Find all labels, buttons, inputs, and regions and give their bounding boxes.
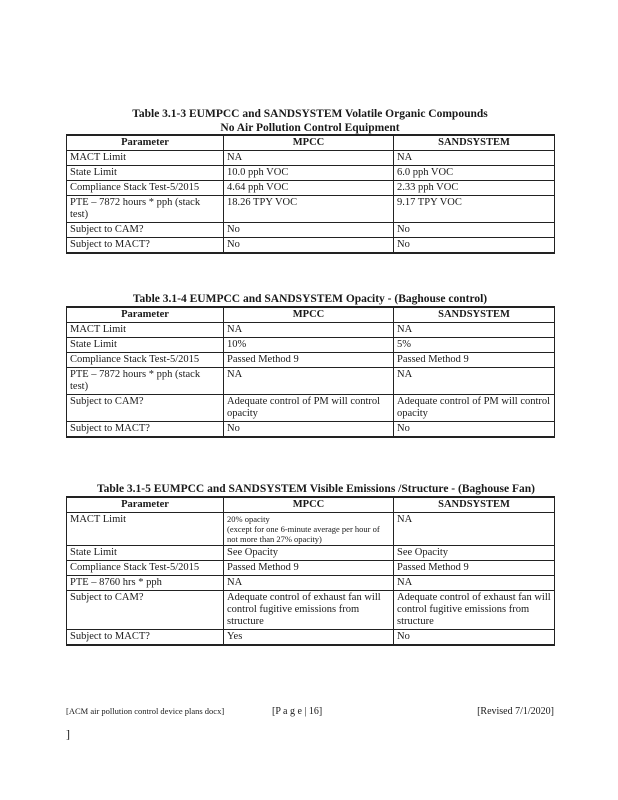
table3 <box>66 496 555 646</box>
table-cell: 6.0 pph VOC <box>394 166 555 181</box>
table-cell: No <box>224 238 394 254</box>
table-cell: MACT Limit <box>67 513 224 546</box>
table-cell: NA <box>224 151 394 166</box>
table-header-cell: Parameter <box>67 497 224 513</box>
table2-caption: Table 3.1-4 EUMPCC and SANDSYSTEM Opacity - (Baghouse control) <box>132 293 488 305</box>
table-row <box>67 546 555 561</box>
table-cell: NA <box>224 576 394 591</box>
table-header-cell: MPCC <box>224 307 394 323</box>
table-cell: NA <box>394 576 555 591</box>
table-cell: MACT Limit <box>67 323 224 338</box>
table-header-row <box>67 135 555 151</box>
mact-limit-value: 20% opacity <box>227 514 270 524</box>
table-row <box>67 223 555 238</box>
footer-left: [ACM air pollution control device plans docx] <box>66 706 225 716</box>
table-cell: 2.33 pph VOC <box>394 181 555 196</box>
table-row <box>67 338 555 353</box>
table-header-cell: MPCC <box>224 135 394 151</box>
table-row <box>67 513 555 546</box>
table-cell: Passed Method 9 <box>394 561 555 576</box>
table-cell: PTE – 7872 hours * pph (stack test) <box>67 196 224 223</box>
table-cell: Adequate control of exhaust fan will control fugitive emissions from structure <box>394 591 555 630</box>
table-row <box>67 630 555 646</box>
mact-limit-note: (except for one 6-minute average per hour of not more than 27% opacity) <box>227 524 380 544</box>
table-cell: NA <box>224 323 394 338</box>
table-cell: State Limit <box>67 166 224 181</box>
table-cell: Subject to MACT? <box>67 238 224 254</box>
table-row <box>67 561 555 576</box>
table-header-cell: SANDSYSTEM <box>394 307 555 323</box>
table-cell: 5% <box>394 338 555 353</box>
table-cell: Compliance Stack Test-5/2015 <box>67 561 224 576</box>
stray-bracket: ] <box>66 727 70 741</box>
table-cell: NA <box>394 323 555 338</box>
table-row <box>67 368 555 395</box>
table-cell: See Opacity <box>394 546 555 561</box>
table-header-row <box>67 497 555 513</box>
table-cell: 9.17 TPY VOC <box>394 196 555 223</box>
table-row <box>67 395 555 422</box>
table1-caption <box>66 107 554 135</box>
footer-page-number: [P a g e | 16] <box>272 706 323 717</box>
table-cell: Adequate control of exhaust fan will control fugitive emissions from structure <box>224 591 394 630</box>
table-cell: PTE – 8760 hrs * pph <box>67 576 224 591</box>
table-cell: Passed Method 9 <box>394 353 555 368</box>
table-cell: 10% <box>224 338 394 353</box>
table-header-cell: SANDSYSTEM <box>394 497 555 513</box>
table-cell: NA <box>394 513 555 546</box>
table-row <box>67 181 555 196</box>
table-header-cell: Parameter <box>67 135 224 151</box>
table1 <box>66 134 555 254</box>
table1-caption-line2: No Air Pollution Control Equipment <box>220 122 400 134</box>
table-cell: Subject to MACT? <box>67 630 224 646</box>
table-cell: Passed Method 9 <box>224 353 394 368</box>
table-row <box>67 422 555 438</box>
table-cell: 18.26 TPY VOC <box>224 196 394 223</box>
table-cell: No <box>224 223 394 238</box>
table-row <box>67 151 555 166</box>
table-row <box>67 576 555 591</box>
table-cell: Compliance Stack Test-5/2015 <box>67 353 224 368</box>
table-cell: No <box>224 422 394 438</box>
table-cell: Subject to CAM? <box>67 223 224 238</box>
table-row <box>67 238 555 254</box>
table-cell: NA <box>394 151 555 166</box>
table2 <box>66 306 555 438</box>
table3-caption: Table 3.1-5 EUMPCC and SANDSYSTEM Visible Emissions /Structure - (Baghouse Fan) <box>96 483 536 495</box>
table-cell: State Limit <box>67 338 224 353</box>
table-cell: 4.64 pph VOC <box>224 181 394 196</box>
table-header-row <box>67 307 555 323</box>
table1-caption-line1: Table 3.1-3 EUMPCC and SANDSYSTEM Volatile Organic Compounds <box>132 108 488 120</box>
table-cell: PTE – 7872 hours * pph (stack test) <box>67 368 224 395</box>
table-cell: Compliance Stack Test-5/2015 <box>67 181 224 196</box>
table-cell: Subject to CAM? <box>67 591 224 630</box>
table-cell: NA <box>394 368 555 395</box>
footer-revised-date: [Revised 7/1/2020] <box>477 706 554 717</box>
table-row <box>67 196 555 223</box>
table-cell: State Limit <box>67 546 224 561</box>
table-cell: Adequate control of PM will control opacity <box>224 395 394 422</box>
table-cell: Passed Method 9 <box>224 561 394 576</box>
table-cell: Subject to CAM? <box>67 395 224 422</box>
table-cell: See Opacity <box>224 546 394 561</box>
table-row <box>67 353 555 368</box>
table-cell: MACT Limit <box>67 151 224 166</box>
table-row <box>67 323 555 338</box>
table-cell: No <box>394 238 555 254</box>
table-row <box>67 166 555 181</box>
table-cell: 10.0 pph VOC <box>224 166 394 181</box>
table-cell: Subject to MACT? <box>67 422 224 438</box>
table-cell: No <box>394 630 555 646</box>
table-cell: No <box>394 223 555 238</box>
table-row <box>67 591 555 630</box>
table-cell: Adequate control of PM will control opacity <box>394 395 555 422</box>
table-cell: Yes <box>224 630 394 646</box>
table-header-cell: MPCC <box>224 497 394 513</box>
table-cell <box>224 513 394 546</box>
table-cell: No <box>394 422 555 438</box>
table-cell: NA <box>224 368 394 395</box>
table-header-cell: Parameter <box>67 307 224 323</box>
table-header-cell: SANDSYSTEM <box>394 135 555 151</box>
